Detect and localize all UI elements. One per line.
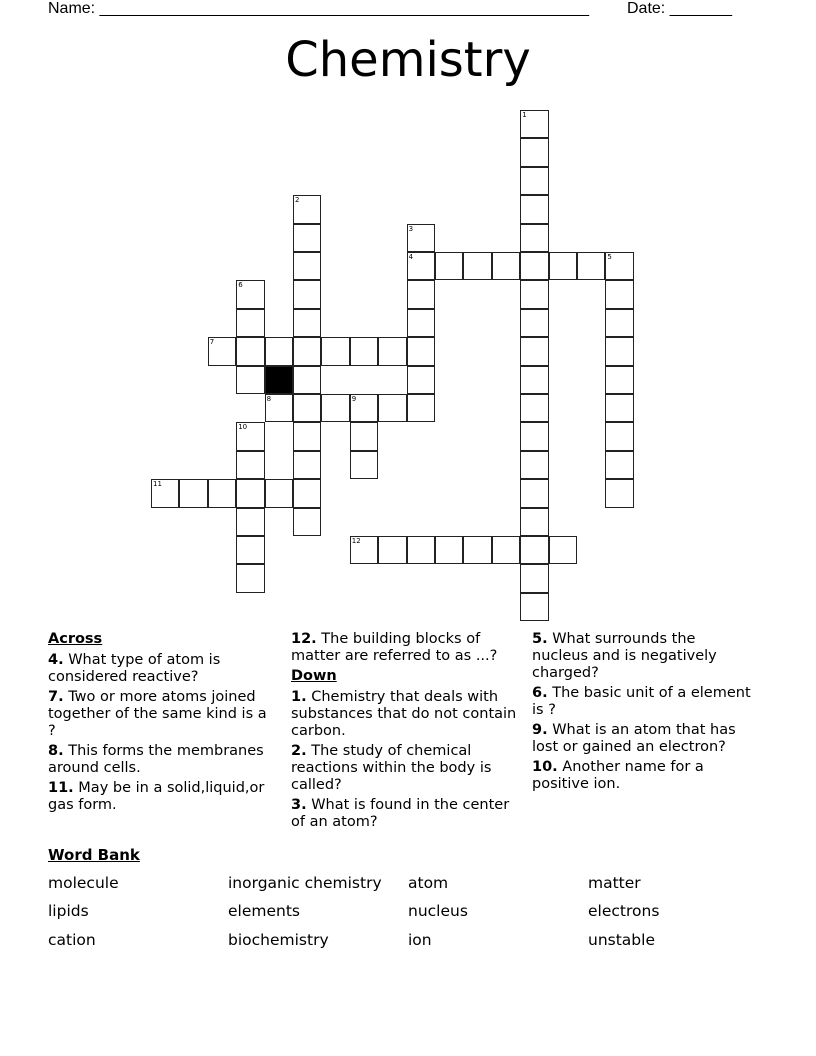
grid-cell[interactable] [293,508,321,536]
word-bank-item: molecule [48,874,119,892]
grid-cell[interactable] [293,195,321,223]
grid-cell[interactable] [520,224,548,252]
grid-cell[interactable] [407,536,435,564]
word-bank-item: biochemistry [228,931,329,949]
grid-cell[interactable] [236,337,264,365]
clue-number: 3 [408,224,414,233]
grid-cell[interactable] [549,252,577,280]
grid-cell[interactable] [293,422,321,450]
grid-cell[interactable] [293,451,321,479]
grid-cell[interactable] [236,422,264,450]
grid-cell[interactable] [520,593,548,621]
grid-cell[interactable] [577,252,605,280]
grid-cell[interactable] [350,337,378,365]
grid-cell[interactable] [236,564,264,592]
word-bank-item: inorganic chemistry [228,874,382,892]
grid-cell[interactable] [605,280,633,308]
word-bank-item: lipids [48,902,89,920]
grid-cell[interactable] [520,337,548,365]
grid-cell[interactable] [407,224,435,252]
grid-cell[interactable] [179,479,207,507]
grid-cell[interactable] [236,508,264,536]
clue-number: 12 [351,537,361,545]
grid-cell[interactable] [236,309,264,337]
grid-cell[interactable] [520,110,548,138]
grid-cell[interactable] [265,337,293,365]
clue-number: 6 [238,281,243,290]
grid-cell[interactable] [492,536,520,564]
clue-across-8: 8. This forms the membranes around cells. [48,743,264,776]
clue-down-10: 10. Another name for a positive ion. [532,759,704,792]
grid-cell[interactable] [605,479,633,507]
grid-cell[interactable] [407,337,435,365]
across-heading: Across [48,631,103,647]
grid-cell[interactable] [293,309,321,337]
clues-column-1 [48,631,278,817]
grid-cell[interactable] [520,195,548,223]
grid-cell[interactable] [236,366,264,394]
clue-down-5: 5. What surrounds the nucleus and is negatively charged? [532,631,717,681]
grid-cell[interactable] [605,422,633,450]
clue-down-2: 2. The study of chemical reactions within the body is called? [291,743,492,793]
grid-cell[interactable] [605,394,633,422]
grid-cell[interactable] [463,536,491,564]
grid-cell[interactable] [293,280,321,308]
grid-cell[interactable] [293,337,321,365]
grid-cell[interactable] [407,394,435,422]
grid-cell[interactable] [407,252,435,280]
clue-number: 1 [522,111,527,119]
grid-cell[interactable] [605,252,633,280]
clues-column-3 [532,631,752,796]
grid-cell[interactable] [293,479,321,507]
grid-cell[interactable] [208,479,236,507]
clue-number: 4 [408,253,414,261]
grid-cell[interactable] [350,422,378,450]
clue-across-11: 11. May be in a solid,liquid,or gas form. [48,780,265,813]
word-bank-item: nucleus [408,902,468,920]
grid-cell[interactable] [208,337,236,365]
clue-number: 10 [238,423,248,432]
grid-cell[interactable] [321,394,349,422]
grid-cell[interactable] [463,252,491,280]
word-bank-item: elements [228,902,300,920]
grid-cell[interactable] [520,280,548,308]
grid-cell[interactable] [605,337,633,365]
grid-cell[interactable] [549,536,577,564]
grid-cell[interactable] [520,394,548,422]
word-bank-item: matter [588,874,641,892]
clue-number: 5 [607,253,612,261]
grid-cell[interactable] [435,252,463,280]
word-bank-item: atom [408,874,449,892]
clue-number: 8 [266,395,272,403]
word-bank-item: unstable [588,931,655,949]
grid-cell[interactable] [520,451,548,479]
grid-cell[interactable] [520,536,548,564]
grid-cell[interactable] [293,224,321,252]
grid-cell[interactable] [378,337,406,365]
grid-cell[interactable] [520,167,548,195]
clue-across-12: 12. The building blocks of matter are referred to as ...? [291,631,498,664]
clue-across-4: 4. What type of atom is considered reactive? [48,652,221,685]
grid-cell[interactable] [520,422,548,450]
grid-cell[interactable] [236,451,264,479]
grid-cell[interactable] [321,337,349,365]
clues-column-2 [291,631,523,834]
grid-cell[interactable] [520,479,548,507]
grid-cell[interactable] [520,366,548,394]
grid-cell[interactable] [605,309,633,337]
clue-down-3: 3. What is found in the center of an atom? [291,797,510,830]
grid-cell[interactable] [520,138,548,166]
grid-cell[interactable] [407,280,435,308]
date-field-label: Date: _______ [627,0,732,17]
grid-cell[interactable] [520,564,548,592]
clue-number: 7 [209,338,215,347]
grid-cell[interactable] [265,394,293,422]
down-heading: Down [291,668,337,684]
grid-cell[interactable] [520,252,548,280]
page-title: Chemistry [285,32,531,88]
word-bank-item: electrons [588,902,660,920]
name-field-label: Name: _______________________________________________________ [48,0,589,17]
grid-cell[interactable] [236,479,264,507]
clue-number: 11 [153,480,162,489]
grid-cell[interactable] [350,394,378,422]
black-cell [265,366,293,394]
clue-number: 2 [295,196,300,205]
clue-across-7: 7. Two or more atoms joined together of the same kind is a ? [48,689,267,739]
grid-cell[interactable] [265,479,293,507]
word-bank-title: Word Bank [48,846,140,864]
grid-cell[interactable] [605,366,633,394]
grid-cell[interactable] [236,280,264,308]
word-bank-item: ion [408,931,432,949]
grid-cell[interactable] [407,366,435,394]
word-bank-item: cation [48,931,96,949]
grid-cell[interactable] [350,451,378,479]
clue-number: 9 [351,395,357,403]
grid-cell[interactable] [605,451,633,479]
grid-cell[interactable] [407,309,435,337]
clue-down-6: 6. The basic unit of a element is ? [532,685,751,718]
grid-cell[interactable] [350,536,378,564]
grid-cell[interactable] [151,479,179,507]
clue-down-9: 9. What is an atom that has lost or gained an electron? [532,722,736,755]
grid-cell[interactable] [492,252,520,280]
grid-cell[interactable] [520,508,548,536]
clue-down-1: 1. Chemistry that deals with substances that do not contain carbon. [291,689,517,739]
grid-cell[interactable] [236,536,264,564]
grid-cell[interactable] [378,394,406,422]
grid-cell[interactable] [378,536,406,564]
grid-cell[interactable] [293,252,321,280]
grid-cell[interactable] [520,309,548,337]
grid-cell[interactable] [293,366,321,394]
grid-cell[interactable] [435,536,463,564]
grid-cell[interactable] [293,394,321,422]
